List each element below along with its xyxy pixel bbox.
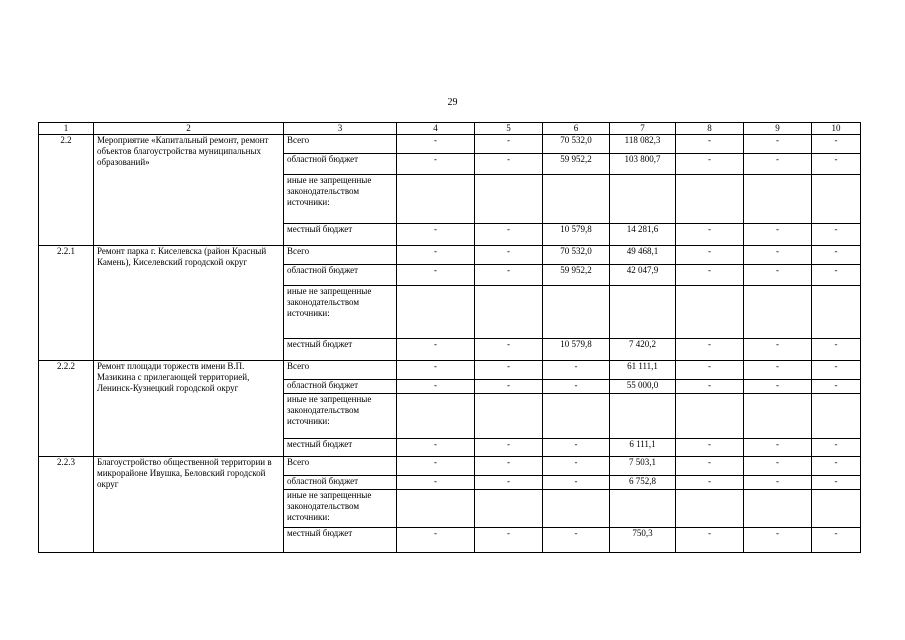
value-cell: 55 000,0 [610, 380, 676, 394]
value-cell: - [397, 476, 475, 490]
col-header: 2 [94, 123, 284, 135]
item-number: 2.2 [39, 135, 94, 246]
value-cell [397, 394, 475, 439]
value-cell: - [812, 528, 861, 553]
value-cell [744, 286, 812, 339]
value-cell: 42 047,9 [610, 265, 676, 286]
value-cell: - [475, 154, 543, 175]
value-cell: - [744, 265, 812, 286]
value-cell: - [812, 265, 861, 286]
value-cell: - [475, 457, 543, 476]
value-cell [543, 286, 610, 339]
value-cell: - [812, 135, 861, 154]
table-row [39, 361, 861, 380]
value-cell: 103 800,7 [610, 154, 676, 175]
value-cell: - [475, 439, 543, 457]
value-cell: - [676, 361, 744, 380]
funding-source: местный бюджет [284, 224, 397, 246]
col-header: 10 [812, 123, 861, 135]
table-row [39, 246, 861, 265]
value-cell: - [676, 265, 744, 286]
item-description: Ремонт площади торжеств имени В.П. Мазикина с прилегающей территорией, Ленинск-Кузнецкий городской округ [94, 361, 284, 457]
value-cell: - [676, 224, 744, 246]
value-cell: - [812, 476, 861, 490]
value-cell: - [676, 476, 744, 490]
value-cell: - [744, 380, 812, 394]
value-cell: - [475, 380, 543, 394]
value-cell: 6 752,8 [610, 476, 676, 490]
value-cell: - [744, 246, 812, 265]
value-cell: - [397, 265, 475, 286]
value-cell [676, 490, 744, 528]
funding-source: иные не запрещенные законодательством источники: [284, 286, 397, 339]
value-cell: - [397, 339, 475, 361]
funding-source: областной бюджет [284, 476, 397, 490]
value-cell [676, 286, 744, 339]
value-cell: - [812, 154, 861, 175]
value-cell: - [397, 135, 475, 154]
value-cell: - [676, 135, 744, 154]
value-cell [543, 394, 610, 439]
value-cell: 118 082,3 [610, 135, 676, 154]
funding-source: Всего [284, 457, 397, 476]
funding-source: областной бюджет [284, 154, 397, 175]
funding-source: местный бюджет [284, 339, 397, 361]
value-cell: - [543, 528, 610, 553]
funding-source: местный бюджет [284, 439, 397, 457]
value-cell [812, 175, 861, 224]
funding-source: Всего [284, 246, 397, 265]
value-cell [475, 394, 543, 439]
value-cell [397, 175, 475, 224]
value-cell: - [397, 361, 475, 380]
funding-source: областной бюджет [284, 380, 397, 394]
value-cell: - [397, 154, 475, 175]
value-cell: - [744, 224, 812, 246]
value-cell: 7 420,2 [610, 339, 676, 361]
page-number: 29 [447, 97, 458, 108]
value-cell: - [676, 154, 744, 175]
value-cell: 70 532,0 [543, 246, 610, 265]
value-cell [812, 394, 861, 439]
value-cell: - [744, 154, 812, 175]
funding-source: областной бюджет [284, 265, 397, 286]
item-description: Благоустройство общественной территории в микрорайоне Ивушка, Беловский городской округ [94, 457, 284, 553]
value-cell: - [543, 361, 610, 380]
value-cell: - [812, 439, 861, 457]
value-cell: - [397, 224, 475, 246]
value-cell [475, 490, 543, 528]
value-cell [812, 490, 861, 528]
value-cell [397, 490, 475, 528]
value-cell: 750,3 [610, 528, 676, 553]
table-row [39, 457, 861, 476]
value-cell [744, 175, 812, 224]
value-cell: - [744, 528, 812, 553]
col-header: 8 [676, 123, 744, 135]
value-cell: - [812, 246, 861, 265]
col-header: 5 [475, 123, 543, 135]
value-cell: - [543, 380, 610, 394]
value-cell [744, 394, 812, 439]
value-cell: - [812, 224, 861, 246]
value-cell: - [676, 380, 744, 394]
value-cell [676, 394, 744, 439]
col-header: 3 [284, 123, 397, 135]
funding-source: иные не запрещенные законодательством источники: [284, 490, 397, 528]
funding-source: иные не запрещенные законодательством источники: [284, 175, 397, 224]
value-cell [475, 286, 543, 339]
funding-source: иные не запрещенные законодательством источники: [284, 394, 397, 439]
value-cell: 10 579,8 [543, 224, 610, 246]
table-row [39, 135, 861, 154]
value-cell: 14 281,6 [610, 224, 676, 246]
value-cell [543, 490, 610, 528]
item-description: Мероприятие «Капитальный ремонт, ремонт объектов благоустройства муниципальных образований» [94, 135, 284, 246]
value-cell: - [543, 457, 610, 476]
value-cell: - [676, 246, 744, 265]
value-cell: - [543, 439, 610, 457]
funding-source: местный бюджет [284, 528, 397, 553]
value-cell: 10 579,8 [543, 339, 610, 361]
value-cell: - [475, 339, 543, 361]
value-cell: - [744, 339, 812, 361]
value-cell: 6 111,1 [610, 439, 676, 457]
value-cell: - [812, 339, 861, 361]
value-cell: - [397, 246, 475, 265]
funding-source: Всего [284, 361, 397, 380]
value-cell [744, 490, 812, 528]
item-number: 2.2.1 [39, 246, 94, 361]
value-cell: - [397, 457, 475, 476]
col-header: 4 [397, 123, 475, 135]
value-cell: - [812, 361, 861, 380]
value-cell: - [676, 528, 744, 553]
item-number: 2.2.3 [39, 457, 94, 553]
value-cell [397, 286, 475, 339]
value-cell [610, 394, 676, 439]
value-cell: - [812, 457, 861, 476]
item-number: 2.2.2 [39, 361, 94, 457]
value-cell: 59 952,2 [543, 265, 610, 286]
value-cell [676, 175, 744, 224]
value-cell: - [475, 246, 543, 265]
value-cell: - [676, 339, 744, 361]
value-cell: - [744, 439, 812, 457]
value-cell: - [475, 476, 543, 490]
item-description: Ремонт парка г. Киселевска (район Красный Камень), Киселевский городской округ [94, 246, 284, 361]
value-cell: - [744, 135, 812, 154]
value-cell [610, 175, 676, 224]
value-cell: - [543, 476, 610, 490]
value-cell: 59 952,2 [543, 154, 610, 175]
value-cell: - [744, 476, 812, 490]
value-cell: - [397, 439, 475, 457]
value-cell: - [475, 361, 543, 380]
value-cell: 7 503,1 [610, 457, 676, 476]
value-cell: - [676, 439, 744, 457]
col-header: 7 [610, 123, 676, 135]
col-header: 6 [543, 123, 610, 135]
funding-source: Всего [284, 135, 397, 154]
value-cell [475, 175, 543, 224]
value-cell: - [397, 380, 475, 394]
value-cell: - [812, 380, 861, 394]
value-cell: - [676, 457, 744, 476]
value-cell [610, 490, 676, 528]
value-cell: - [475, 265, 543, 286]
budget-table [38, 122, 861, 553]
value-cell [543, 175, 610, 224]
value-cell: - [475, 224, 543, 246]
value-cell: 49 468,1 [610, 246, 676, 265]
value-cell [610, 286, 676, 339]
header-row [39, 123, 861, 135]
value-cell [812, 286, 861, 339]
value-cell: - [744, 457, 812, 476]
value-cell: - [744, 361, 812, 380]
value-cell: 70 532,0 [543, 135, 610, 154]
col-header: 9 [744, 123, 812, 135]
value-cell: - [475, 135, 543, 154]
value-cell: 61 111,1 [610, 361, 676, 380]
value-cell: - [475, 528, 543, 553]
value-cell: - [397, 528, 475, 553]
col-header: 1 [39, 123, 94, 135]
